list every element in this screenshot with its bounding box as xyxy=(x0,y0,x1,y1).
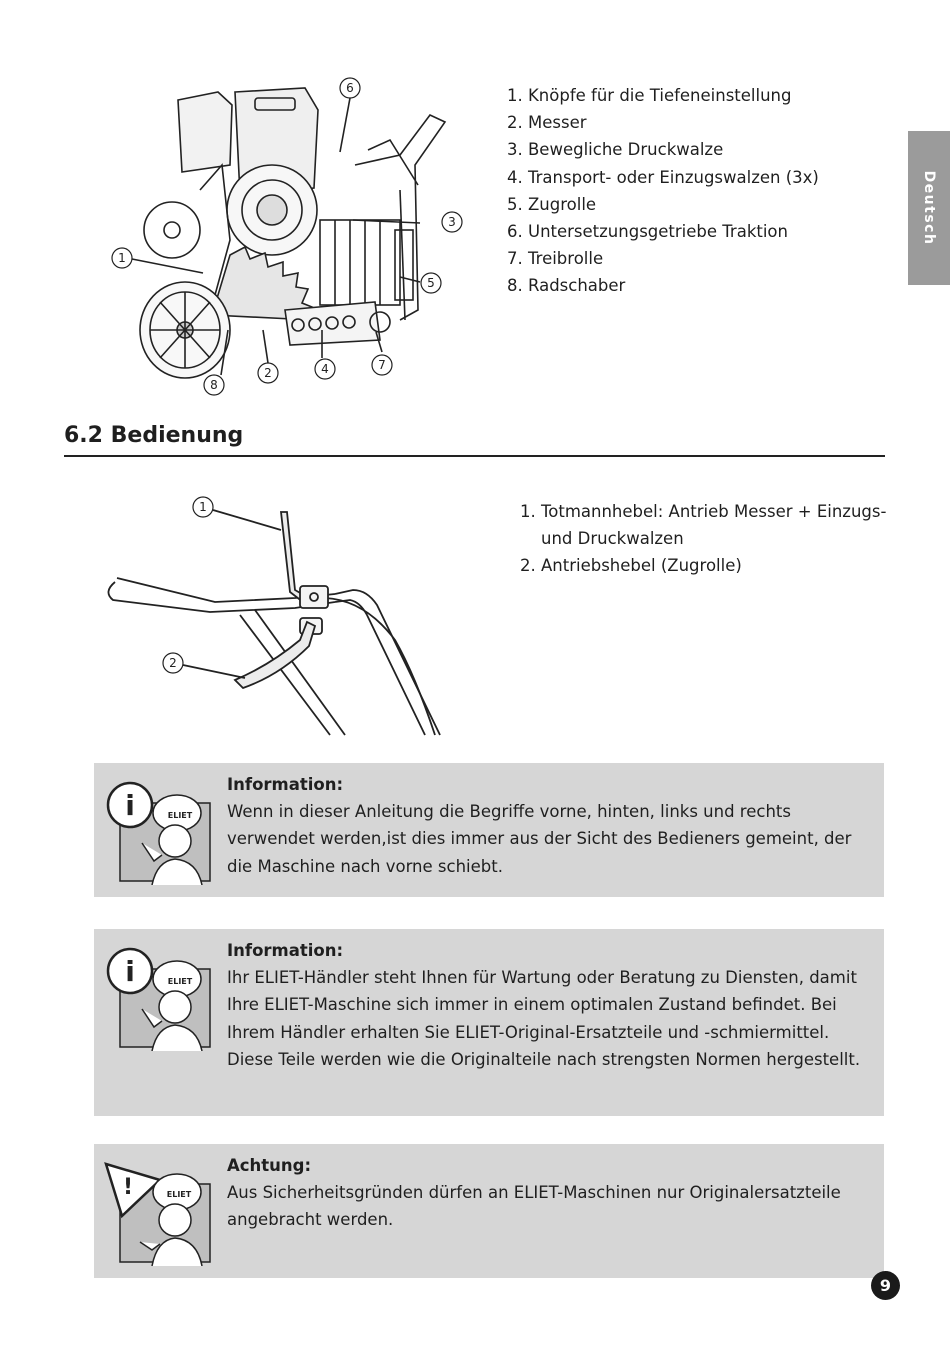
callout-1 xyxy=(112,248,132,268)
svg-text:i: i xyxy=(125,955,135,988)
info-notice xyxy=(94,929,884,1116)
section-divider xyxy=(64,455,885,457)
callout-5-label: 5 xyxy=(427,276,435,290)
language-tab-label: Deutsch xyxy=(921,170,937,246)
callout-4-label: 4 xyxy=(321,362,329,376)
callout-6-label: 6 xyxy=(346,81,354,95)
controls-legend xyxy=(520,498,911,580)
callout-3 xyxy=(442,212,462,232)
callout-7-label: 7 xyxy=(378,358,386,372)
language-tab xyxy=(908,131,950,285)
notice-body: Ihr ELIET-Händler steht Ihnen für Wartung oder Beratung zu Diensten, damit Ihre ELIET-Maschine sich immer in einem optimalen Zustand befindet. Bei Ihrem Händler erhalten Sie ELIET-Original-Ersatzteile und -schmiermittel. Diese Teile werden wie die Originalteile nach strengsten Normen hergestellt. xyxy=(227,968,861,1069)
notice-body: Wenn in dieser Anleitung die Begriffe vorne, hinten, links und rechts verwendet werden,ist dies immer aus der Sicht des Bedieners gemeint, der die Maschine nach vorne schiebt. xyxy=(227,802,852,876)
callout-2-label: 2 xyxy=(169,656,177,670)
helmet-label: ELIET xyxy=(167,811,193,820)
callout-2 xyxy=(258,363,278,383)
callout-3-label: 3 xyxy=(448,215,456,229)
page-number: 9 xyxy=(871,1271,900,1300)
parts-legend-item: 8. Radschaber xyxy=(507,276,626,296)
controls-legend-item: 2. Antriebshebel (Zugrolle) xyxy=(520,556,742,576)
parts-legend-item: 7. Treibrolle xyxy=(507,249,604,269)
callout-8 xyxy=(204,375,224,395)
parts-legend-item: 3. Bewegliche Druckwalze xyxy=(507,140,724,160)
notice-heading: Achtung: xyxy=(227,1156,312,1175)
notice-heading: Information: xyxy=(227,941,344,960)
notice-body: Aus Sicherheitsgründen dürfen an ELIET-Maschinen nur Originalersatzteile angebracht werden. xyxy=(227,1183,841,1230)
info-notice xyxy=(94,763,884,897)
machine-overview-figure xyxy=(100,70,480,405)
callout-2-label: 2 xyxy=(264,366,272,380)
callout-1-label: 1 xyxy=(118,251,126,265)
warning-icon xyxy=(102,1154,214,1266)
info-icon xyxy=(102,773,214,885)
section-title: 6.2 Bedienung xyxy=(64,423,244,448)
parts-legend-item: 5. Zugrolle xyxy=(507,194,597,214)
info-icon xyxy=(102,939,214,1051)
callout-1 xyxy=(193,497,213,517)
parts-legend-item: 2. Messer xyxy=(507,113,587,133)
svg-text:i: i xyxy=(125,789,135,822)
notice-heading: Information: xyxy=(227,775,344,794)
controls-legend-item: 1. Totmannhebel: Antrieb Messer + Einzugs- und Druckwalzen xyxy=(520,502,887,549)
svg-text:!: ! xyxy=(122,1175,134,1200)
parts-legend-item: 1. Knöpfe für die Tiefeneinstellung xyxy=(507,86,792,105)
callout-4 xyxy=(315,359,335,379)
parts-legend-item: 6. Untersetzungsgetriebe Traktion xyxy=(507,222,788,242)
helmet-label: ELIET xyxy=(166,1190,192,1199)
callout-1-label: 1 xyxy=(199,500,207,514)
callout-6 xyxy=(340,78,360,98)
parts-legend xyxy=(507,82,819,300)
callout-8-label: 8 xyxy=(210,378,218,392)
callout-5 xyxy=(421,273,441,293)
callout-2 xyxy=(163,653,183,673)
helmet-label: ELIET xyxy=(167,977,193,986)
handlebar-controls-figure xyxy=(95,490,455,740)
warning-notice xyxy=(94,1144,884,1278)
callout-7 xyxy=(372,355,392,375)
parts-legend-item: 4. Transport- oder Einzugswalzen (3x) xyxy=(507,167,819,187)
